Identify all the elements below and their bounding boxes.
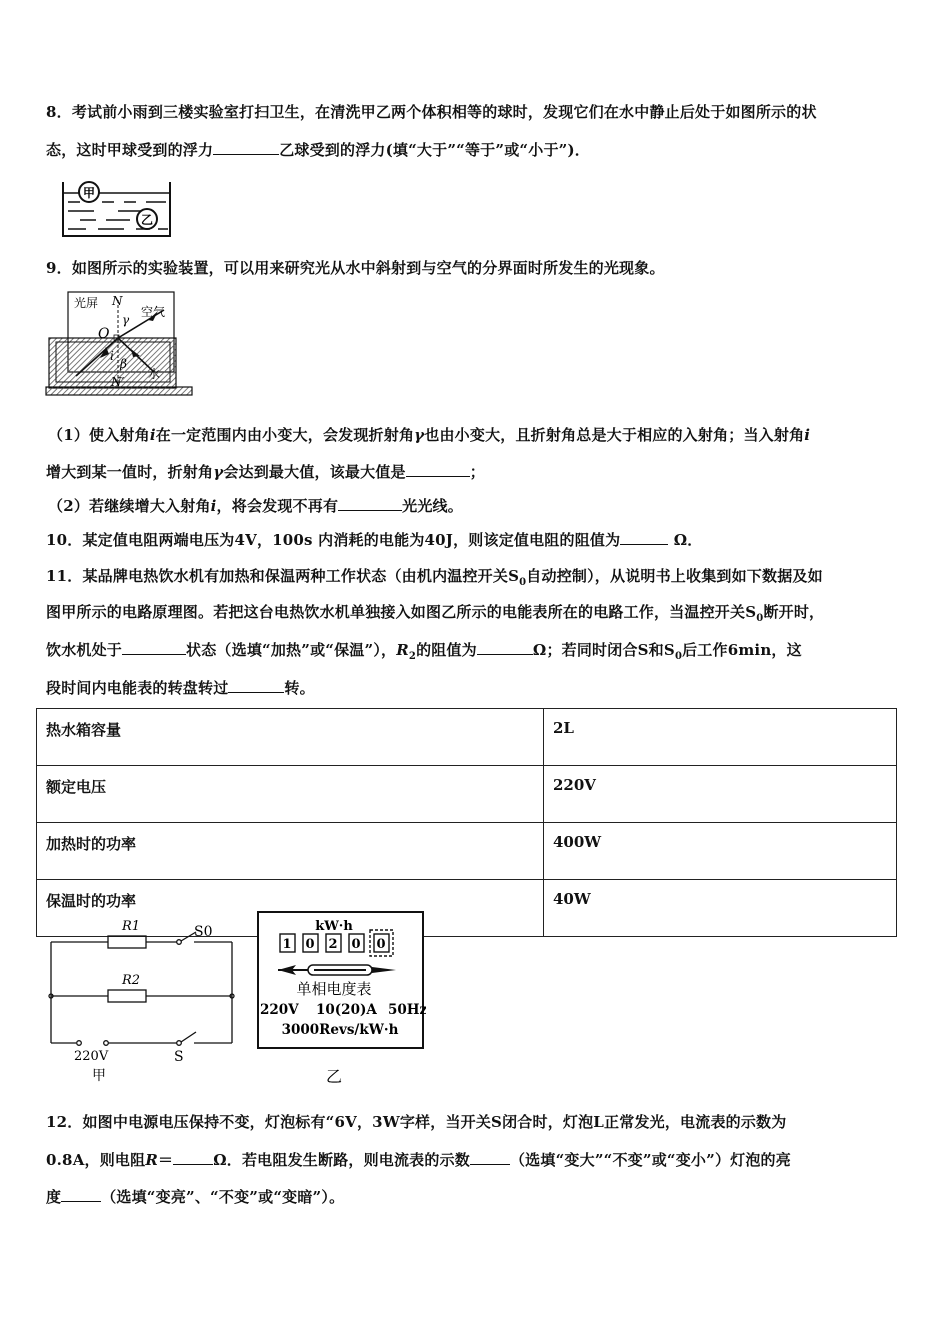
meter-name: 单相电度表 [296,980,372,998]
q12-symbol-r: R [145,1151,159,1169]
ball-b-label: 乙 [140,213,154,227]
q8-figure-balls-in-water [58,178,174,244]
q11-text: 饮水机处于 [46,641,123,659]
meter-voltage: 220V [260,1002,299,1018]
q11-subscript: 2 [408,651,417,662]
screen-label: 光屏 [74,296,99,310]
q12-text: ＝ [158,1151,174,1169]
q8-text: 乙球受到的浮力(填“大于”“等于”或“小于”)． [279,141,590,159]
q9-text: 在一定范围内由小变大，会发现折射角 [155,426,415,444]
q11-line-2 [46,602,824,629]
q8-text: 态，这时甲球受到的浮力 [46,141,214,159]
q12-current-answer-blank[interactable] [470,1150,510,1165]
q11-line-4 [46,678,315,698]
q11-symbol-r2: R [396,641,409,659]
q11-text: 的阻值为 [416,641,477,659]
q9-text: ； [469,463,485,481]
table-row [37,709,897,766]
table-cell-value: 220V [544,766,897,823]
meter-caption: 乙 [326,1067,343,1086]
q9-line-1: 9．如图所示的实验装置，可以用来研究光从水中斜射到与空气的分界面时所发生的光现象。 [46,259,665,277]
q12-text: 0.8A，则电阻 [46,1151,146,1169]
q9-symbol-gamma: γ [414,426,425,444]
q9-text: 会达到最大值，该最大值是 [223,463,406,481]
q11-text: 11．某品牌电热饮水机有加热和保温两种工作状态（由机内温控开关 [46,567,509,585]
q12-brightness-answer-blank[interactable] [61,1187,101,1202]
q11-revolutions-answer-blank[interactable] [228,678,284,693]
table-row [37,766,897,823]
voltage-label: 220V [74,1049,109,1064]
s0-label: S0 [194,924,213,940]
q12-text: （选填“变亮”、“不变”或“变暗”）。 [101,1188,345,1206]
meter-current: 10(20)A [316,1002,377,1018]
q10-text: Ω． [668,531,703,549]
normal-bottom-label: N′ [111,375,125,389]
origin-label: O [98,326,110,342]
q10-answer-blank[interactable] [620,530,668,545]
q9-sub1-line-1 [48,425,810,445]
q11-text: 状态（选填“加热”或“保温”）， [186,641,397,659]
q9-sub2-answer-blank[interactable] [338,496,402,511]
q9-text: ，将会发现不再有 [216,497,339,515]
q12-line-1: 12．如图中电源电压保持不变，灯泡标有“6V，3W字样，当开关S闭合时，灯泡L正常发光，电流表的示数为 [46,1113,787,1131]
q11-subscript: 0 [519,577,527,588]
q11-subscript: 0 [674,651,683,662]
q12-text: （选填“变大”“不变”或“变小”）灯泡的亮 [509,1151,791,1169]
q9-symbol-gamma: γ [213,463,224,481]
q9-text: 光光线。 [402,497,463,515]
table-cell-label: 加热时的功率 [37,823,544,880]
table-cell-label: 热水箱容量 [37,709,544,766]
table-cell-value: 40W [544,880,897,937]
q11-symbol-s0: S [508,567,520,585]
q12-line-3 [46,1187,344,1207]
q9-sub2-line [48,496,463,516]
q11-text: Ω；若同时闭合S和 [532,641,664,659]
q9-figure-refraction-apparatus [44,288,194,404]
q10-text: 10．某定值电阻两端电压为4V，100s 内消耗的电能为40J，则该定值电阻的阻值为 [46,531,621,549]
r1-label: R1 [122,919,141,934]
q11-state-answer-blank[interactable] [122,640,186,655]
q11-symbol-s0: S [663,641,675,659]
q9-sub1-answer-blank[interactable] [406,462,470,477]
q9-symbol-i: i [804,426,811,444]
q11-line-1 [46,566,823,593]
meter-digit: 2 [328,937,338,952]
q9-text: （2）若继续增大入射角 [48,497,211,515]
q11-r2-answer-blank[interactable] [477,640,533,655]
incidence-angle-label: i [110,349,114,363]
q9-symbol-i: i [149,426,156,444]
q9-sub1-line-2 [46,462,485,482]
table-row [37,823,897,880]
meter-unit: kW·h [315,919,353,934]
table-cell-label: 额定电压 [37,766,544,823]
meter-revs: 3000Revs/kW·h [281,1022,399,1038]
q11-symbol-s0: S [745,603,757,621]
q11-spec-table [36,708,897,937]
air-label: 空气 [141,305,166,319]
table-cell-value: 2L [544,709,897,766]
q11-text: 自动控制），从说明书上收集到如下数据及如 [526,567,823,585]
ball-a-label: 甲 [82,186,96,200]
q12-resistance-answer-blank[interactable] [173,1150,213,1165]
r2-label: R2 [122,973,141,988]
q11-text: 图甲所示的电路原理图。若把这台电热饮水机单独接入如图乙所示的电能表所在的电路工作，当温控开关 [46,603,746,621]
q8-line-2 [46,140,590,160]
q8-line-1: 8．考试前小雨到三楼实验室打扫卫生，在清洗甲乙两个体积相等的球时，发现它们在水中静止后处于如图所示的状 [46,103,817,121]
q11-text: 断开时， [763,603,825,621]
q12-text: Ω．若电阻发生断路，则电流表的示数 [213,1151,470,1169]
s-label: S [174,1049,184,1065]
meter-digit: 0 [376,937,386,952]
q10-line [46,530,703,550]
q9-symbol-i: i [210,497,217,515]
normal-top-label: N [112,294,123,308]
q11-text: 后工作6min，这 [682,641,802,659]
beta-label: β [120,357,127,371]
meter-digit: 1 [282,937,292,952]
circuit-caption: 甲 [92,1068,106,1084]
q11-text: 段时间内电能表的转盘转过 [46,679,229,697]
q12-text: 度 [46,1188,62,1206]
q9-text: 也由小变大，且折射角总是大于相应的入射角；当入射角 [424,426,805,444]
meter-digit: 0 [351,937,361,952]
table-cell-label: 保温时的功率 [37,880,544,937]
q9-text: （1）使入射角 [48,426,150,444]
q11-energy-meter [256,910,426,1092]
q11-text: 转。 [284,679,315,697]
q11-subscript: 0 [756,613,764,624]
q9-text: 增大到某一值时，折射角 [46,463,214,481]
table-cell-value: 400W [544,823,897,880]
water-label: 水 [148,367,161,381]
gamma-label: γ [122,313,130,327]
q11-line-3 [46,640,802,667]
q8-answer-blank[interactable] [213,140,279,155]
meter-digit: 0 [305,937,315,952]
meter-frequency: 50Hz [388,1002,426,1018]
q11-circuit-diagram [44,912,244,1092]
q12-line-2 [46,1150,791,1170]
